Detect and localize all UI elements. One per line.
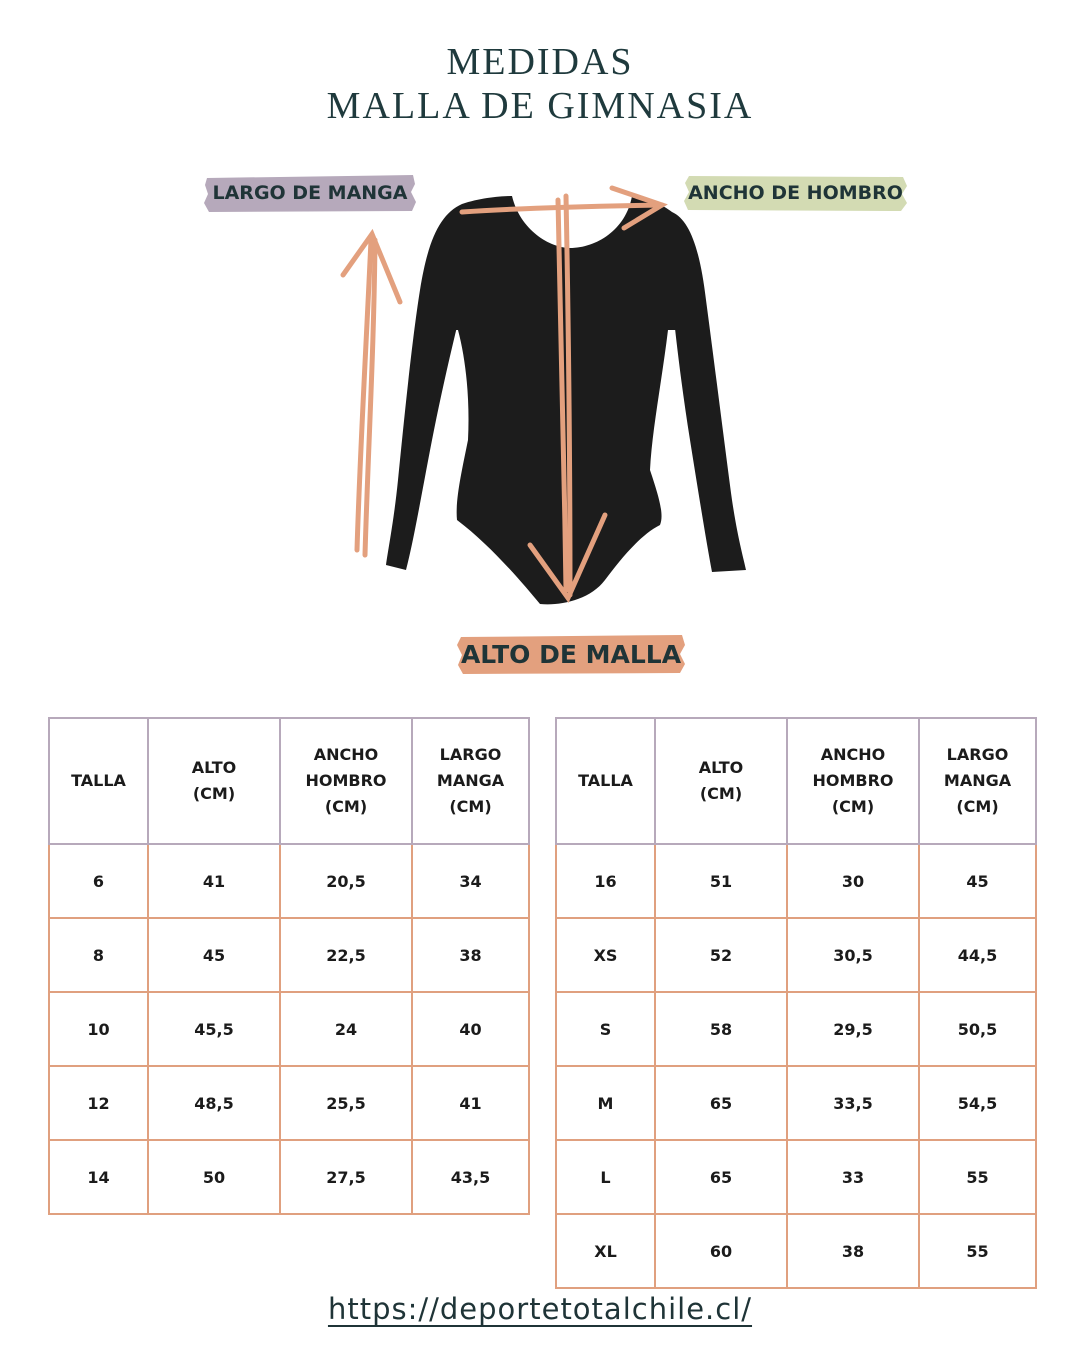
- cell-shoulder: 30: [787, 844, 919, 918]
- cell-height: 58: [655, 992, 787, 1066]
- cell-size: 16: [556, 844, 655, 918]
- cell-size: 6: [49, 844, 148, 918]
- cell-shoulder: 25,5: [280, 1066, 412, 1140]
- cell-sleeve: 43,5: [412, 1140, 529, 1214]
- header-height: [148, 718, 280, 844]
- cell-shoulder: 33,5: [787, 1066, 919, 1140]
- cell-size: S: [556, 992, 655, 1066]
- header-unit: (CM): [192, 784, 236, 803]
- header-unit: (CM): [831, 797, 875, 816]
- header-text: HOMBRO: [812, 771, 894, 790]
- cell-height: 48,5: [148, 1066, 280, 1140]
- cell-sleeve: 55: [919, 1214, 1036, 1288]
- header-sleeve: [412, 718, 529, 844]
- cell-height: 60: [655, 1214, 787, 1288]
- website-link[interactable]: https://deportetotalchile.cl/: [327, 1292, 753, 1326]
- cell-shoulder: 20,5: [280, 844, 412, 918]
- cell-size: 14: [49, 1140, 148, 1214]
- cell-height: 65: [655, 1066, 787, 1140]
- header-shoulder: [787, 718, 919, 844]
- cell-size: XL: [556, 1214, 655, 1288]
- cell-height: 41: [148, 844, 280, 918]
- header-unit: (CM): [956, 797, 999, 816]
- cell-shoulder: 22,5: [280, 918, 412, 992]
- cell-sleeve: 54,5: [919, 1066, 1036, 1140]
- header-shoulder: [280, 718, 412, 844]
- size-table-right: [555, 717, 1037, 1289]
- header-unit: (CM): [449, 797, 492, 816]
- cell-sleeve: 41: [412, 1066, 529, 1140]
- sleeve-length-label: LARGO DE MANGA: [212, 182, 408, 204]
- cell-sleeve: 44,5: [919, 918, 1036, 992]
- header-text: ANCHO: [313, 745, 379, 764]
- cell-sleeve: 55: [919, 1140, 1036, 1214]
- shoulder-width-label: ANCHO DE HOMBRO: [688, 182, 903, 204]
- cell-sleeve: 38: [412, 918, 529, 992]
- size-table-left: [48, 717, 530, 1215]
- cell-size: L: [556, 1140, 655, 1214]
- table-row: [556, 918, 1036, 992]
- table-row: [556, 1066, 1036, 1140]
- sleeve-arrow-icon: [343, 234, 400, 555]
- cell-shoulder: 30,5: [787, 918, 919, 992]
- cell-height: 45,5: [148, 992, 280, 1066]
- cell-shoulder: 33: [787, 1140, 919, 1214]
- table-row: [556, 1140, 1036, 1214]
- cell-height: 52: [655, 918, 787, 992]
- body-height-label: ALTO DE MALLA: [460, 639, 682, 669]
- page-title: MEDIDAS: [446, 41, 634, 83]
- header-unit: (CM): [324, 797, 368, 816]
- left-sleeve-shape: [386, 204, 466, 570]
- header-text: MANGA: [943, 771, 1012, 790]
- cell-sleeve: 40: [412, 992, 529, 1066]
- cell-sleeve: 50,5: [919, 992, 1036, 1066]
- cell-sleeve: 45: [919, 844, 1036, 918]
- cell-size: 8: [49, 918, 148, 992]
- cell-shoulder: 24: [280, 992, 412, 1066]
- header-size: [556, 718, 655, 844]
- header-text: MANGA: [436, 771, 505, 790]
- cell-height: 50: [148, 1140, 280, 1214]
- header-text: TALLA: [71, 771, 126, 790]
- table-row: [49, 1140, 529, 1214]
- header-text: ALTO: [191, 758, 237, 777]
- cell-shoulder: 27,5: [280, 1140, 412, 1214]
- header-sleeve: [919, 718, 1036, 844]
- header-size: [49, 718, 148, 844]
- table-header-row: [556, 718, 1036, 844]
- cell-shoulder: 38: [787, 1214, 919, 1288]
- cell-height: 65: [655, 1140, 787, 1214]
- cell-height: 45: [148, 918, 280, 992]
- header-text: HOMBRO: [305, 771, 387, 790]
- cell-height: 51: [655, 844, 787, 918]
- cell-size: XS: [556, 918, 655, 992]
- cell-size: 12: [49, 1066, 148, 1140]
- right-sleeve-shape: [672, 212, 746, 572]
- header-height: [655, 718, 787, 844]
- body-height-tag: [456, 632, 686, 676]
- table-row: [556, 1214, 1036, 1288]
- table-row: [49, 992, 529, 1066]
- header-unit: (CM): [699, 784, 743, 803]
- cell-sleeve: 34: [412, 844, 529, 918]
- table-row: [49, 918, 529, 992]
- table-row: [49, 844, 529, 918]
- header-text: ANCHO: [820, 745, 886, 764]
- leotard-illustration: [330, 180, 750, 620]
- table-row: [49, 1066, 529, 1140]
- table-row: [556, 992, 1036, 1066]
- cell-shoulder: 29,5: [787, 992, 919, 1066]
- page-subtitle: MALLA DE GIMNASIA: [326, 85, 754, 127]
- header-text: LARGO: [946, 745, 1009, 764]
- table-header-row: [49, 718, 529, 844]
- cell-size: M: [556, 1066, 655, 1140]
- table-row: [556, 844, 1036, 918]
- cell-size: 10: [49, 992, 148, 1066]
- header-text: ALTO: [698, 758, 744, 777]
- header-text: TALLA: [578, 771, 633, 790]
- header-text: LARGO: [439, 745, 502, 764]
